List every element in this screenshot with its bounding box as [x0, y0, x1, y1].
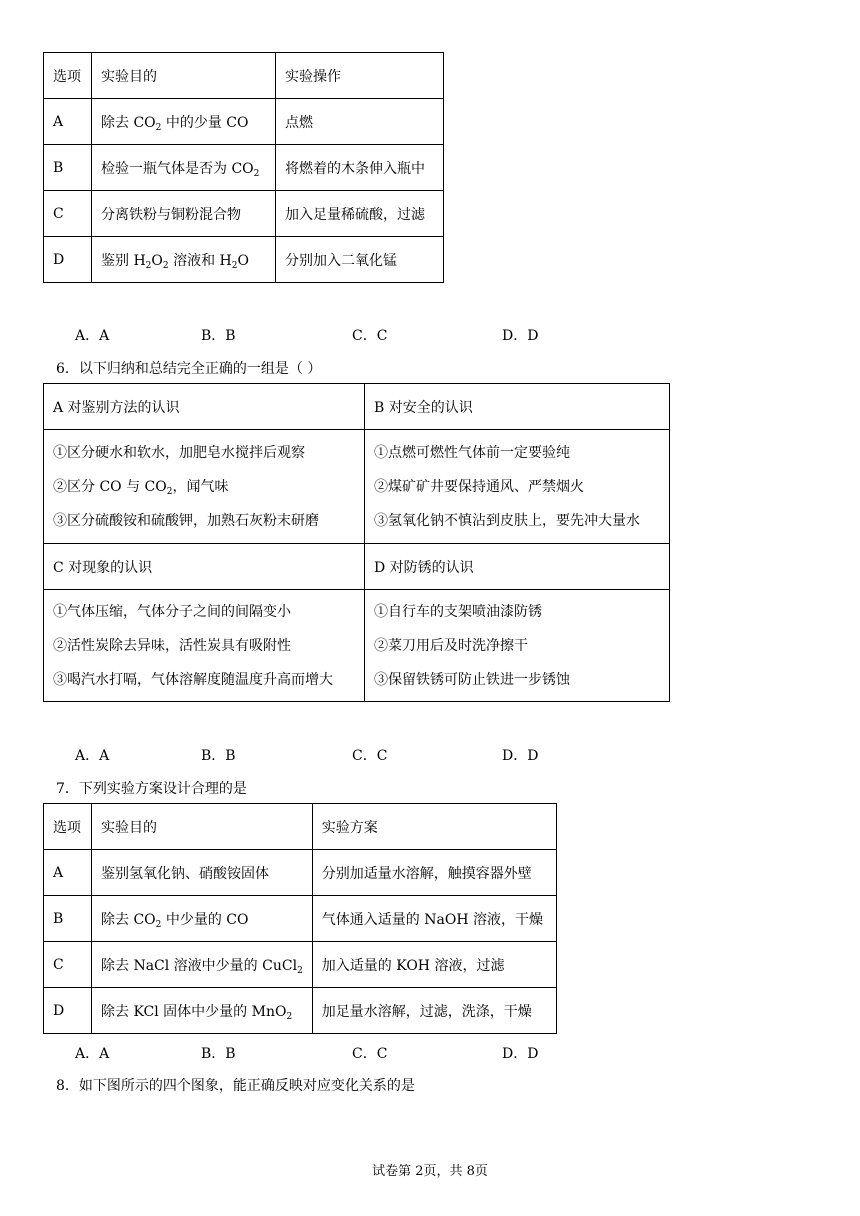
- text: ②区分 CO 与 CO: [53, 478, 167, 495]
- text: 中少量的 CO: [161, 911, 249, 928]
- header-cell: 实验操作: [276, 53, 444, 99]
- line: ①点燃可燃性气体前一定要验纯: [374, 444, 570, 461]
- line: ③区分硫酸铵和硫酸钾，加熟石灰粉末研磨: [53, 512, 319, 529]
- line: ③氢氧化钠不慎沾到皮肤上，要先冲大量水: [374, 512, 640, 529]
- goal-cell: [92, 896, 313, 942]
- operation-cell: 加入足量稀硫酸，过滤: [276, 191, 444, 237]
- goal-cell: [92, 988, 313, 1034]
- cell-c-content: [44, 590, 365, 702]
- line: ③保留铁锈可防止铁进一步锈蚀: [374, 671, 570, 688]
- line: ①自行车的支架喷油漆防锈: [374, 603, 542, 620]
- table-row: [44, 430, 670, 544]
- header-cell: 选项: [44, 53, 92, 99]
- header-cell: 实验目的: [92, 53, 276, 99]
- header-cell: 实验方案: [312, 804, 556, 850]
- choice-c[interactable]: C．C: [352, 1046, 388, 1062]
- subscript: 2: [162, 260, 169, 271]
- table-q6: [43, 383, 670, 702]
- table-row: [44, 237, 444, 283]
- choice-b[interactable]: B．B: [201, 748, 236, 764]
- cell-d-title: D 对防锈的认识: [365, 544, 670, 590]
- choice-d[interactable]: D．D: [502, 328, 539, 344]
- operation-cell: 分别加入二氧化锰: [276, 237, 444, 283]
- choice-a[interactable]: A．A: [75, 328, 110, 344]
- subscript: 2: [231, 260, 238, 271]
- page-footer: 试卷第 2页，共 8页: [372, 1164, 488, 1179]
- text: 中的少量 CO: [161, 114, 249, 131]
- line: [53, 470, 355, 504]
- cell-d-content: [365, 590, 670, 702]
- subscript: 2: [145, 260, 152, 271]
- plan-cell: 气体通入适量的 NaOH 溶液，干燥: [312, 896, 556, 942]
- question-7-stem: 7．下列实验方案设计合理的是: [56, 781, 247, 797]
- choice-c[interactable]: C．C: [352, 328, 388, 344]
- option-cell: D: [44, 988, 92, 1034]
- subscript: 2: [286, 1011, 293, 1022]
- choice-a[interactable]: A．A: [75, 748, 110, 764]
- table-q7: [43, 803, 557, 1034]
- choice-b[interactable]: B．B: [201, 1046, 236, 1062]
- table-row: [44, 988, 557, 1034]
- line: ①气体压缩，气体分子之间的间隔变小: [53, 603, 291, 620]
- subscript: 2: [166, 486, 173, 497]
- cell-a-content: [44, 430, 365, 544]
- choice-b[interactable]: B．B: [201, 328, 236, 344]
- goal-cell: [92, 99, 276, 145]
- text: 除去 NaCl 溶液中少量的 CuCl: [101, 957, 298, 974]
- text: 检验一瓶气体是否为 CO: [101, 160, 254, 177]
- plan-cell: 加入适量的 KOH 溶液，过滤: [312, 942, 556, 988]
- option-cell: B: [44, 896, 92, 942]
- choice-c[interactable]: C．C: [352, 748, 388, 764]
- line: ②活性炭除去异味，活性炭具有吸附性: [53, 637, 291, 654]
- question-6-stem: 6．以下归纳和总结完全正确的一组是（ ）: [56, 361, 322, 377]
- table-row: [44, 384, 670, 430]
- operation-cell: 点燃: [276, 99, 444, 145]
- text: O: [151, 252, 163, 269]
- text: O: [237, 252, 249, 269]
- table-row: [44, 145, 444, 191]
- line: ①区分硬水和软水，加肥皂水搅拌后观察: [53, 444, 305, 461]
- table-row: [44, 590, 670, 702]
- table-row: [44, 191, 444, 237]
- text: 溶液和 H: [168, 252, 232, 269]
- line: ②煤矿矿井要保持通风、严禁烟火: [374, 478, 584, 495]
- goal-cell: 鉴别氢氧化钠、硝酸铵固体: [92, 850, 313, 896]
- subscript: 2: [155, 122, 162, 133]
- option-cell: A: [44, 850, 92, 896]
- goal-cell: 分离铁粉与铜粉混合物: [92, 191, 276, 237]
- header-cell: 实验目的: [92, 804, 313, 850]
- question-8-stem: 8．如下图所示的四个图象，能正确反映对应变化关系的是: [56, 1078, 415, 1094]
- goal-cell: [92, 942, 313, 988]
- goal-cell: [92, 145, 276, 191]
- text: 除去 CO: [101, 114, 156, 131]
- table-header-row: [44, 804, 557, 850]
- plan-cell: 分别加适量水溶解，触摸容器外壁: [312, 850, 556, 896]
- goal-cell: [92, 237, 276, 283]
- plan-cell: 加足量水溶解，过滤，洗涤，干燥: [312, 988, 556, 1034]
- table-q5: [43, 52, 444, 283]
- header-cell: 选项: [44, 804, 92, 850]
- option-cell: B: [44, 145, 92, 191]
- table-row: [44, 896, 557, 942]
- option-cell: A: [44, 99, 92, 145]
- table-row: [44, 850, 557, 896]
- subscript: 2: [297, 965, 303, 976]
- cell-b-title: B 对安全的认识: [365, 384, 670, 430]
- choice-d[interactable]: D．D: [502, 748, 539, 764]
- text: 鉴别 H: [101, 252, 146, 269]
- option-cell: D: [44, 237, 92, 283]
- cell-b-content: [365, 430, 670, 544]
- line: ③喝汽水打嗝，气体溶解度随温度升高而增大: [53, 671, 333, 688]
- cell-a-title: A 对鉴别方法的认识: [44, 384, 365, 430]
- choice-a[interactable]: A．A: [75, 1046, 110, 1062]
- option-cell: C: [44, 942, 92, 988]
- cell-c-title: C 对现象的认识: [44, 544, 365, 590]
- table-row: [44, 99, 444, 145]
- subscript: 2: [155, 919, 162, 930]
- text: ，闻气味: [172, 478, 229, 495]
- choice-d[interactable]: D．D: [502, 1046, 539, 1062]
- table-row: [44, 544, 670, 590]
- text: 除去 CO: [101, 911, 156, 928]
- table-header-row: [44, 53, 444, 99]
- operation-cell: 将燃着的木条伸入瓶中: [276, 145, 444, 191]
- table-row: [44, 942, 557, 988]
- subscript: 2: [253, 168, 260, 179]
- option-cell: C: [44, 191, 92, 237]
- text: 除去 KCl 固体中少量的 MnO: [101, 1003, 287, 1020]
- line: ②菜刀用后及时洗净擦干: [374, 637, 528, 654]
